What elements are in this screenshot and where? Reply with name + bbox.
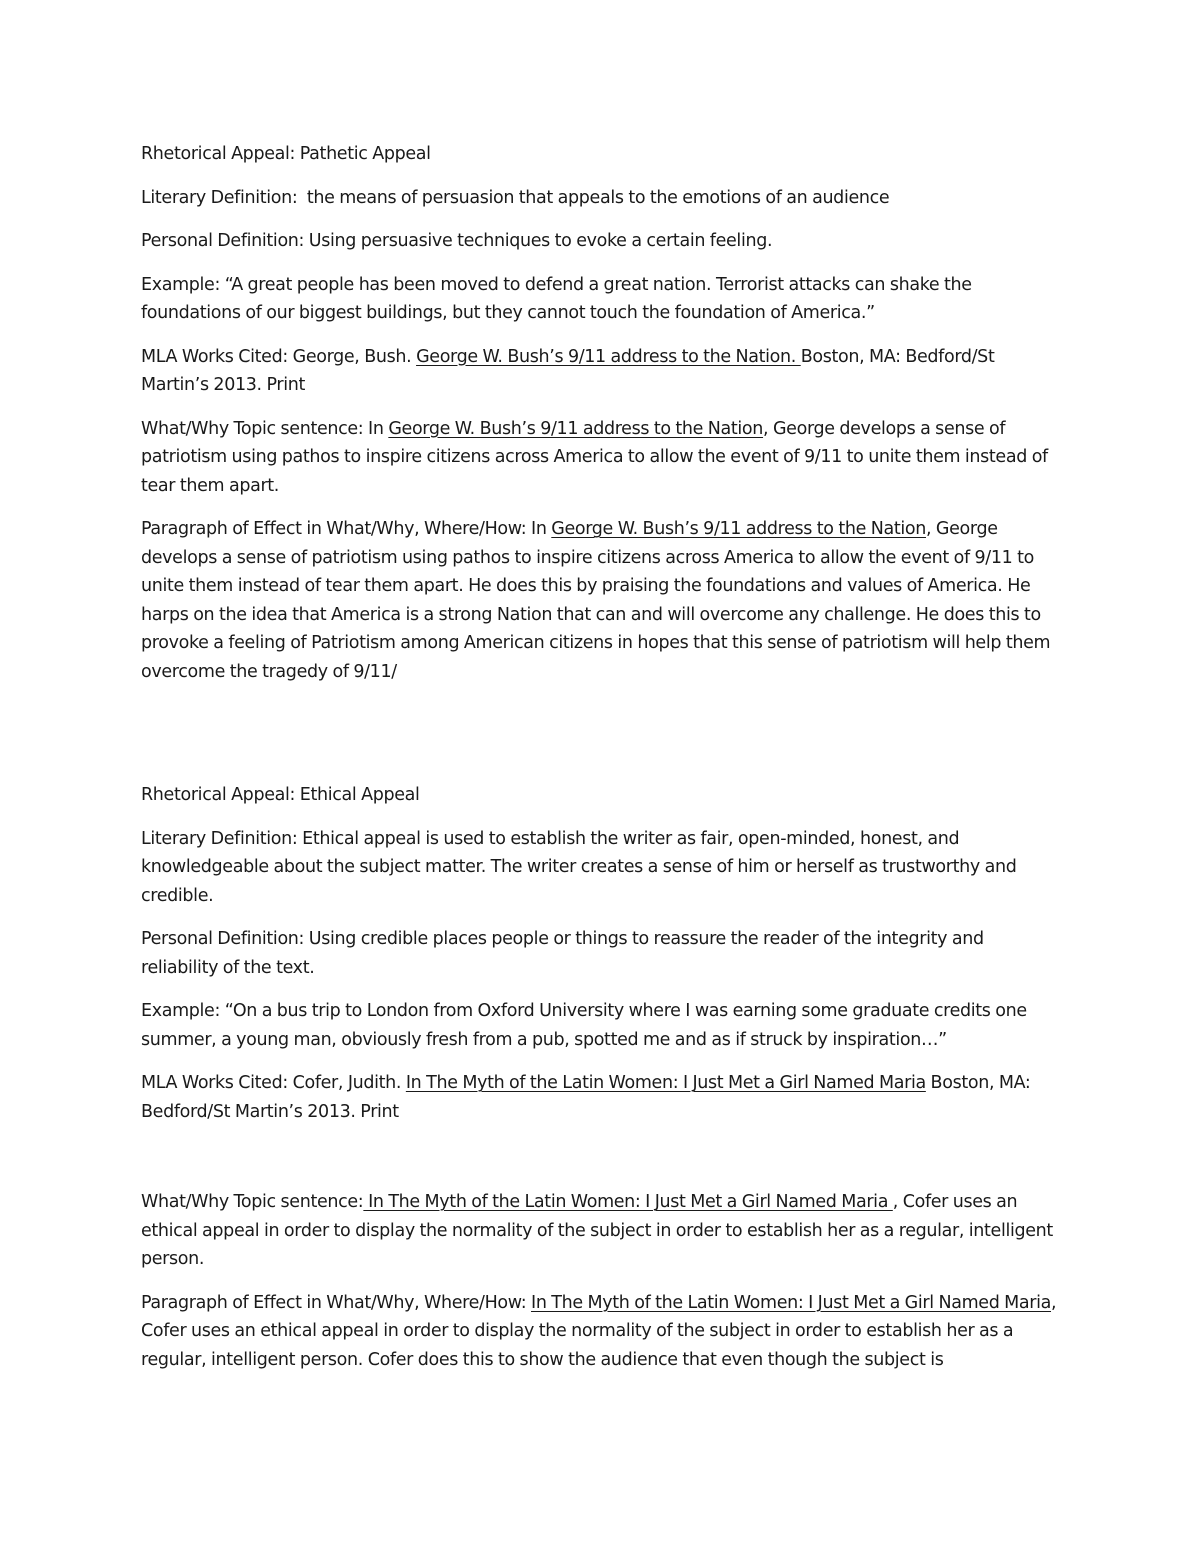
mla-suffix: Boston, MA: Bedford/St Martin’s 2013. Print (141, 1073, 1031, 1122)
paragraph-spacer (141, 1141, 1061, 1188)
effect-paragraph-pathetic (141, 515, 1061, 686)
mla-citation-ethical (141, 1069, 1061, 1126)
example-pathetic: Example: “A great people has been moved to defend a great nation. Terrorist attacks can shake the foundations of our biggest buildings, but they cannot touch the foundation of America.” (141, 274, 972, 323)
topic-prefix: What/Why Topic sentence: In (141, 418, 389, 439)
effect-prefix: Paragraph of Effect in What/Why, Where/How: In (141, 519, 552, 539)
example-ethical: Example: “On a bus trip to London from Oxford University where I was earning some graduate credits one summer, a young man, obviously fresh from a pub, spotted me and as if struck by inspiration…” (141, 1001, 1027, 1050)
personal-definition-ethical: Personal Definition: Using credible places people or things to reassure the reader of the integrity and reliability of the text. (141, 929, 984, 978)
mla-prefix: MLA Works Cited: George, Bush. (141, 346, 417, 367)
mla-prefix: MLA Works Cited: Cofer, Judith. (141, 1073, 406, 1093)
mla-title: In The Myth of the Latin Women: I Just Met a Girl Named Maria (405, 1073, 926, 1093)
mla-citation-pathetic (141, 343, 1061, 400)
topic-prefix: What/Why Topic sentence: (141, 1192, 364, 1212)
effect-body: , Cofer uses an ethical appeal in order to display the normality of the subject in order to establish her as a regular, intelligent person. Cofer does this to show the audience that even though the subject is (141, 1292, 1057, 1370)
appeal-heading-pathetic: Rhetorical Appeal: Pathetic Appeal (141, 144, 431, 164)
mla-title: George W. Bush’s 9/11 address to the Nation. (416, 346, 801, 367)
section-spacer (141, 701, 1061, 781)
literary-definition-ethical: Literary Definition: Ethical appeal is used to establish the writer as fair, open-minded, honest, and knowledgeable about the subject matter. The writer creates a sense of him or herself as trustworthy and credible. (141, 828, 1017, 906)
literary-definition-pathetic: Literary Definition: the means of persuasion that appeals to the emotions of an audience (141, 187, 890, 208)
mla-suffix: Boston, MA: Bedford/St Martin’s 2013. Print (141, 346, 995, 395)
appeal-heading-ethical: Rhetorical Appeal: Ethical Appeal (141, 785, 420, 805)
effect-title: George W. Bush’s 9/11 address to the Nation (551, 519, 926, 539)
effect-prefix: Paragraph of Effect in What/Why, Where/How: (141, 1292, 532, 1313)
topic-sentence-ethical (141, 1188, 1061, 1274)
personal-definition-pathetic: Personal Definition: Using persuasive techniques to evoke a certain feeling. (141, 231, 773, 251)
document-page (141, 140, 1061, 1389)
effect-body: , George develops a sense of patriotism using pathos to inspire citizens across America to allow the event of 9/11 to unite them instead of tear them apart. He does this by praising the foundations and values of America. He harps on the idea that America is a strong Nation that can and will overcome any challenge. He does this to provoke a feeling of Patriotism among American citizens in hopes that this sense of patriotism will help them overcome the tragedy of 9/11/ (141, 519, 1051, 682)
effect-paragraph-ethical (141, 1289, 1061, 1375)
topic-sentence-pathetic (141, 415, 1061, 501)
topic-title: George W. Bush’s 9/11 address to the Nation (388, 418, 764, 439)
topic-body: , Cofer uses an ethical appeal in order to display the normality of the subject in order to establish her as a regular, intelligent person. (141, 1192, 1053, 1269)
topic-body: , George develops a sense of patriotism using pathos to inspire citizens across America to allow the event of 9/11 to unite them instead of tear them apart. (141, 418, 1048, 496)
effect-title: In The Myth of the Latin Women: I Just Met a Girl Named Maria (531, 1292, 1052, 1313)
topic-title: In The Myth of the Latin Women: I Just Met a Girl Named Maria (363, 1192, 893, 1212)
